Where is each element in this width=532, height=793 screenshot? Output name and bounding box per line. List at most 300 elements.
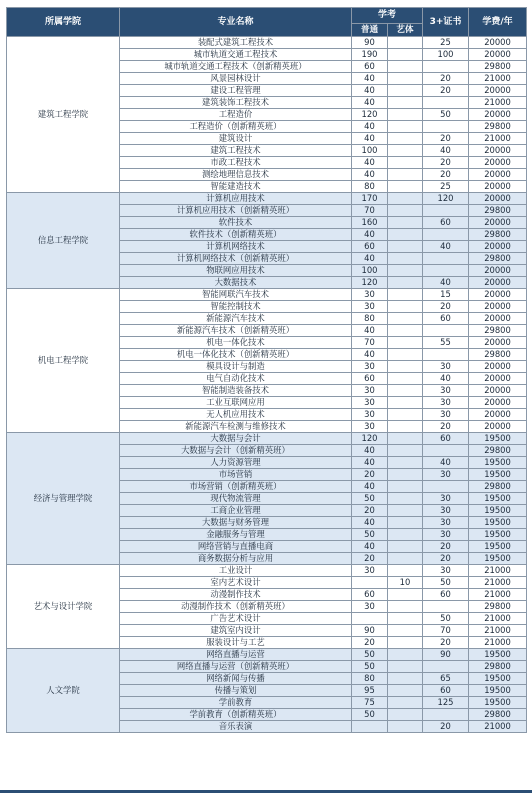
- major-cell: 建设工程管理: [120, 85, 352, 97]
- putong-cell: 50: [352, 493, 388, 505]
- major-cell: 计算机网络技术: [120, 241, 352, 253]
- major-cell: 物联网应用技术: [120, 265, 352, 277]
- fee-cell: 29800: [469, 61, 527, 73]
- yishu-cell: [388, 325, 423, 337]
- fee-cell: 29800: [469, 121, 527, 133]
- yishu-cell: [388, 421, 423, 433]
- major-cell: 市场营销（创新精英班）: [120, 481, 352, 493]
- college-group: [7, 193, 527, 289]
- fee-cell: 20000: [469, 157, 527, 169]
- fee-cell: 20000: [469, 277, 527, 289]
- putong-cell: 40: [352, 133, 388, 145]
- cert-cell: 65: [423, 673, 469, 685]
- yishu-cell: [388, 205, 423, 217]
- cert-cell: 50: [423, 613, 469, 625]
- yishu-cell: [388, 373, 423, 385]
- yishu-cell: [388, 337, 423, 349]
- cert-cell: [423, 445, 469, 457]
- putong-cell: 80: [352, 313, 388, 325]
- major-cell: 建筑工程技术: [120, 145, 352, 157]
- college-group: [7, 565, 527, 649]
- fee-cell: 20000: [469, 37, 527, 49]
- enrollment-table-sheet: [6, 7, 526, 733]
- putong-cell: 90: [352, 625, 388, 637]
- cert-cell: 20: [423, 553, 469, 565]
- yishu-cell: [388, 529, 423, 541]
- fee-cell: 20000: [469, 145, 527, 157]
- fee-cell: 20000: [469, 337, 527, 349]
- fee-cell: 29800: [469, 661, 527, 673]
- putong-cell: 40: [352, 481, 388, 493]
- fee-cell: 29800: [469, 205, 527, 217]
- cert-cell: [423, 661, 469, 673]
- major-cell: 市场营销: [120, 469, 352, 481]
- cert-cell: 55: [423, 337, 469, 349]
- fee-cell: 19500: [469, 541, 527, 553]
- college-group: [7, 37, 527, 193]
- putong-cell: 80: [352, 673, 388, 685]
- major-cell: 现代物流管理: [120, 493, 352, 505]
- cert-cell: 20: [423, 85, 469, 97]
- major-cell: 装配式建筑工程技术: [120, 37, 352, 49]
- major-cell: 新能源汽车检测与维修技术: [120, 421, 352, 433]
- major-cell: 学前教育（创新精英班）: [120, 709, 352, 721]
- fee-cell: 20000: [469, 409, 527, 421]
- major-cell: 智能网联汽车技术: [120, 289, 352, 301]
- major-cell: 计算机应用技术: [120, 193, 352, 205]
- cert-cell: 30: [423, 565, 469, 577]
- header-yishu: 艺体: [388, 24, 423, 37]
- yishu-cell: [388, 625, 423, 637]
- major-cell: 城市轨道交通工程技术: [120, 49, 352, 61]
- putong-cell: 60: [352, 241, 388, 253]
- putong-cell: 30: [352, 301, 388, 313]
- putong-cell: 40: [352, 517, 388, 529]
- yishu-cell: [388, 361, 423, 373]
- fee-cell: 20000: [469, 265, 527, 277]
- putong-cell: [352, 577, 388, 589]
- fee-cell: 20000: [469, 49, 527, 61]
- college-group: [7, 289, 527, 433]
- putong-cell: 40: [352, 169, 388, 181]
- cert-cell: [423, 253, 469, 265]
- major-cell: 大数据与会计（创新精英班）: [120, 445, 352, 457]
- college-group: [7, 649, 527, 733]
- cert-cell: 20: [423, 169, 469, 181]
- major-cell: 网络新闻与传播: [120, 673, 352, 685]
- fee-cell: 19500: [469, 649, 527, 661]
- cert-cell: 30: [423, 361, 469, 373]
- fee-cell: 21000: [469, 721, 527, 733]
- major-cell: 市政工程技术: [120, 157, 352, 169]
- cert-cell: [423, 97, 469, 109]
- cert-cell: 15: [423, 289, 469, 301]
- putong-cell: [352, 721, 388, 733]
- putong-cell: 40: [352, 85, 388, 97]
- fee-cell: 20000: [469, 397, 527, 409]
- putong-cell: 60: [352, 589, 388, 601]
- cert-cell: [423, 265, 469, 277]
- putong-cell: 95: [352, 685, 388, 697]
- college-name-cell: 建筑工程学院: [7, 37, 120, 193]
- yishu-cell: [388, 181, 423, 193]
- yishu-cell: [388, 385, 423, 397]
- putong-cell: 50: [352, 529, 388, 541]
- putong-cell: 70: [352, 205, 388, 217]
- fee-cell: 29800: [469, 481, 527, 493]
- fee-cell: 29800: [469, 229, 527, 241]
- yishu-cell: [388, 505, 423, 517]
- putong-cell: 90: [352, 37, 388, 49]
- fee-cell: 21000: [469, 97, 527, 109]
- putong-cell: 20: [352, 505, 388, 517]
- header-cert: 3+证书: [423, 8, 469, 37]
- yishu-cell: [388, 133, 423, 145]
- major-cell: 机电一体化技术: [120, 337, 352, 349]
- header-putong: 普通: [352, 24, 388, 37]
- putong-cell: 60: [352, 61, 388, 73]
- yishu-cell: [388, 313, 423, 325]
- yishu-cell: [388, 601, 423, 613]
- yishu-cell: [388, 649, 423, 661]
- yishu-cell: 10: [388, 577, 423, 589]
- fee-cell: 19500: [469, 469, 527, 481]
- table-row: [7, 193, 527, 205]
- major-cell: 新能源汽车技术: [120, 313, 352, 325]
- cert-cell: 30: [423, 385, 469, 397]
- fee-cell: 29800: [469, 601, 527, 613]
- cert-cell: 125: [423, 697, 469, 709]
- header-xuekao: 学考: [352, 8, 423, 24]
- cert-cell: 60: [423, 685, 469, 697]
- cert-cell: [423, 229, 469, 241]
- major-cell: 城市轨道交通工程技术（创新精英班）: [120, 61, 352, 73]
- putong-cell: 190: [352, 49, 388, 61]
- fee-cell: 19500: [469, 697, 527, 709]
- fee-cell: 20000: [469, 109, 527, 121]
- putong-cell: 20: [352, 553, 388, 565]
- putong-cell: 40: [352, 349, 388, 361]
- yishu-cell: [388, 517, 423, 529]
- cert-cell: 120: [423, 193, 469, 205]
- yishu-cell: [388, 73, 423, 85]
- major-cell: 商务数据分析与应用: [120, 553, 352, 565]
- major-cell: 室内艺术设计: [120, 577, 352, 589]
- major-cell: 机电一体化技术（创新精英班）: [120, 349, 352, 361]
- cert-cell: [423, 709, 469, 721]
- major-cell: 模具设计与制造: [120, 361, 352, 373]
- fee-cell: 19500: [469, 457, 527, 469]
- major-cell: 软件技术: [120, 217, 352, 229]
- putong-cell: 30: [352, 409, 388, 421]
- fee-cell: 20000: [469, 301, 527, 313]
- fee-cell: 19500: [469, 517, 527, 529]
- putong-cell: 70: [352, 337, 388, 349]
- table-row: [7, 289, 527, 301]
- yishu-cell: [388, 85, 423, 97]
- fee-cell: 21000: [469, 577, 527, 589]
- yishu-cell: [388, 121, 423, 133]
- cert-cell: 20: [423, 637, 469, 649]
- cert-cell: 30: [423, 409, 469, 421]
- yishu-cell: [388, 289, 423, 301]
- fee-cell: 21000: [469, 637, 527, 649]
- yishu-cell: [388, 157, 423, 169]
- cert-cell: 60: [423, 313, 469, 325]
- putong-cell: 30: [352, 361, 388, 373]
- cert-cell: 20: [423, 133, 469, 145]
- major-cell: 智能控制技术: [120, 301, 352, 313]
- yishu-cell: [388, 265, 423, 277]
- yishu-cell: [388, 589, 423, 601]
- table-row: [7, 565, 527, 577]
- fee-cell: 19500: [469, 433, 527, 445]
- cert-cell: 40: [423, 457, 469, 469]
- major-cell: 网络直播与运营: [120, 649, 352, 661]
- cert-cell: 40: [423, 145, 469, 157]
- yishu-cell: [388, 481, 423, 493]
- fee-cell: 29800: [469, 445, 527, 457]
- major-cell: 动漫制作技术: [120, 589, 352, 601]
- cert-cell: 20: [423, 157, 469, 169]
- major-cell: 广告艺术设计: [120, 613, 352, 625]
- major-cell: 工业设计: [120, 565, 352, 577]
- yishu-cell: [388, 409, 423, 421]
- yishu-cell: [388, 637, 423, 649]
- cert-cell: 70: [423, 625, 469, 637]
- fee-cell: 21000: [469, 589, 527, 601]
- header-fee: 学费/年: [469, 8, 527, 37]
- cert-cell: 50: [423, 577, 469, 589]
- putong-cell: 40: [352, 445, 388, 457]
- putong-cell: 40: [352, 457, 388, 469]
- yishu-cell: [388, 493, 423, 505]
- cert-cell: 30: [423, 493, 469, 505]
- putong-cell: 80: [352, 181, 388, 193]
- fee-cell: 19500: [469, 673, 527, 685]
- major-cell: 大数据技术: [120, 277, 352, 289]
- yishu-cell: [388, 61, 423, 73]
- putong-cell: 50: [352, 649, 388, 661]
- fee-cell: 20000: [469, 361, 527, 373]
- fee-cell: 29800: [469, 253, 527, 265]
- yishu-cell: [388, 49, 423, 61]
- cert-cell: 20: [423, 301, 469, 313]
- yishu-cell: [388, 709, 423, 721]
- yishu-cell: [388, 97, 423, 109]
- putong-cell: 75: [352, 697, 388, 709]
- putong-cell: 50: [352, 709, 388, 721]
- college-name-cell: 经济与管理学院: [7, 433, 120, 565]
- putong-cell: 100: [352, 265, 388, 277]
- fee-cell: 19500: [469, 529, 527, 541]
- yishu-cell: [388, 697, 423, 709]
- fee-cell: 20000: [469, 181, 527, 193]
- cert-cell: 20: [423, 721, 469, 733]
- putong-cell: 30: [352, 397, 388, 409]
- yishu-cell: [388, 469, 423, 481]
- fee-cell: 20000: [469, 85, 527, 97]
- putong-cell: 120: [352, 109, 388, 121]
- table-row: [7, 649, 527, 661]
- enrollment-table: [6, 7, 527, 733]
- cert-cell: 20: [423, 541, 469, 553]
- putong-cell: 160: [352, 217, 388, 229]
- table-row: [7, 37, 527, 49]
- table-row: [7, 433, 527, 445]
- putong-cell: 40: [352, 229, 388, 241]
- college-group: [7, 433, 527, 565]
- putong-cell: 30: [352, 385, 388, 397]
- major-cell: 大数据与财务管理: [120, 517, 352, 529]
- major-cell: 无人机应用技术: [120, 409, 352, 421]
- yishu-cell: [388, 721, 423, 733]
- fee-cell: 21000: [469, 73, 527, 85]
- yishu-cell: [388, 241, 423, 253]
- major-cell: 金融服务与管理: [120, 529, 352, 541]
- fee-cell: 19500: [469, 553, 527, 565]
- putong-cell: 40: [352, 253, 388, 265]
- putong-cell: 120: [352, 433, 388, 445]
- fee-cell: 21000: [469, 625, 527, 637]
- cert-cell: 30: [423, 469, 469, 481]
- college-name-cell: 信息工程学院: [7, 193, 120, 289]
- fee-cell: 20000: [469, 169, 527, 181]
- yishu-cell: [388, 433, 423, 445]
- fee-cell: 29800: [469, 709, 527, 721]
- major-cell: 电气自动化技术: [120, 373, 352, 385]
- major-cell: 计算机网络技术（创新精英班）: [120, 253, 352, 265]
- yishu-cell: [388, 553, 423, 565]
- yishu-cell: [388, 193, 423, 205]
- header-major: 专业名称: [120, 8, 352, 37]
- cert-cell: 40: [423, 373, 469, 385]
- major-cell: 音乐表演: [120, 721, 352, 733]
- putong-cell: 40: [352, 97, 388, 109]
- yishu-cell: [388, 301, 423, 313]
- cert-cell: [423, 325, 469, 337]
- putong-cell: 40: [352, 121, 388, 133]
- major-cell: 网络直播与运营（创新精英班）: [120, 661, 352, 673]
- header-college: 所属学院: [7, 8, 120, 37]
- fee-cell: 29800: [469, 325, 527, 337]
- putong-cell: 40: [352, 541, 388, 553]
- cert-cell: 30: [423, 517, 469, 529]
- cert-cell: 25: [423, 181, 469, 193]
- cert-cell: 30: [423, 529, 469, 541]
- major-cell: 智能建造技术: [120, 181, 352, 193]
- major-cell: 工程造价: [120, 109, 352, 121]
- fee-cell: 21000: [469, 613, 527, 625]
- fee-cell: 19500: [469, 505, 527, 517]
- fee-cell: 19500: [469, 685, 527, 697]
- yishu-cell: [388, 541, 423, 553]
- putong-cell: 30: [352, 421, 388, 433]
- yishu-cell: [388, 229, 423, 241]
- putong-cell: 40: [352, 73, 388, 85]
- putong-cell: 120: [352, 277, 388, 289]
- cert-cell: 30: [423, 505, 469, 517]
- major-cell: 新能源汽车技术（创新精英班）: [120, 325, 352, 337]
- major-cell: 网络营销与直播电商: [120, 541, 352, 553]
- major-cell: 测绘地理信息技术: [120, 169, 352, 181]
- yishu-cell: [388, 613, 423, 625]
- cert-cell: 100: [423, 49, 469, 61]
- cert-cell: [423, 349, 469, 361]
- fee-cell: 21000: [469, 133, 527, 145]
- major-cell: 建筑室内设计: [120, 625, 352, 637]
- yishu-cell: [388, 217, 423, 229]
- fee-cell: 20000: [469, 385, 527, 397]
- fee-cell: 20000: [469, 373, 527, 385]
- fee-cell: 20000: [469, 313, 527, 325]
- yishu-cell: [388, 109, 423, 121]
- yishu-cell: [388, 277, 423, 289]
- cert-cell: [423, 481, 469, 493]
- cert-cell: 90: [423, 649, 469, 661]
- yishu-cell: [388, 145, 423, 157]
- yishu-cell: [388, 685, 423, 697]
- major-cell: 软件技术（创新精英班）: [120, 229, 352, 241]
- putong-cell: 30: [352, 601, 388, 613]
- major-cell: 动漫制作技术（创新精英班）: [120, 601, 352, 613]
- putong-cell: 50: [352, 661, 388, 673]
- cert-cell: 60: [423, 217, 469, 229]
- cert-cell: 25: [423, 37, 469, 49]
- putong-cell: 20: [352, 637, 388, 649]
- cert-cell: 60: [423, 433, 469, 445]
- cert-cell: 30: [423, 397, 469, 409]
- fee-cell: 20000: [469, 289, 527, 301]
- cert-cell: 40: [423, 277, 469, 289]
- yishu-cell: [388, 673, 423, 685]
- putong-cell: 30: [352, 565, 388, 577]
- major-cell: 风景园林设计: [120, 73, 352, 85]
- major-cell: 智能制造装备技术: [120, 385, 352, 397]
- putong-cell: 60: [352, 373, 388, 385]
- fee-cell: 19500: [469, 493, 527, 505]
- putong-cell: 40: [352, 157, 388, 169]
- college-name-cell: 艺术与设计学院: [7, 565, 120, 649]
- yishu-cell: [388, 37, 423, 49]
- cert-cell: 20: [423, 421, 469, 433]
- yishu-cell: [388, 349, 423, 361]
- fee-cell: 21000: [469, 565, 527, 577]
- yishu-cell: [388, 445, 423, 457]
- cert-cell: 40: [423, 241, 469, 253]
- yishu-cell: [388, 397, 423, 409]
- major-cell: 人力资源管理: [120, 457, 352, 469]
- fee-cell: 20000: [469, 193, 527, 205]
- major-cell: 工程造价（创新精英班）: [120, 121, 352, 133]
- major-cell: 工业互联网应用: [120, 397, 352, 409]
- cert-cell: [423, 601, 469, 613]
- fee-cell: 20000: [469, 241, 527, 253]
- yishu-cell: [388, 169, 423, 181]
- major-cell: 学前教育: [120, 697, 352, 709]
- major-cell: 服装设计与工艺: [120, 637, 352, 649]
- major-cell: 工商企业管理: [120, 505, 352, 517]
- yishu-cell: [388, 253, 423, 265]
- putong-cell: 100: [352, 145, 388, 157]
- fee-cell: 29800: [469, 349, 527, 361]
- putong-cell: [352, 613, 388, 625]
- putong-cell: 30: [352, 289, 388, 301]
- cert-cell: [423, 205, 469, 217]
- college-name-cell: 人文学院: [7, 649, 120, 733]
- table-header: [7, 8, 527, 37]
- cert-cell: 20: [423, 73, 469, 85]
